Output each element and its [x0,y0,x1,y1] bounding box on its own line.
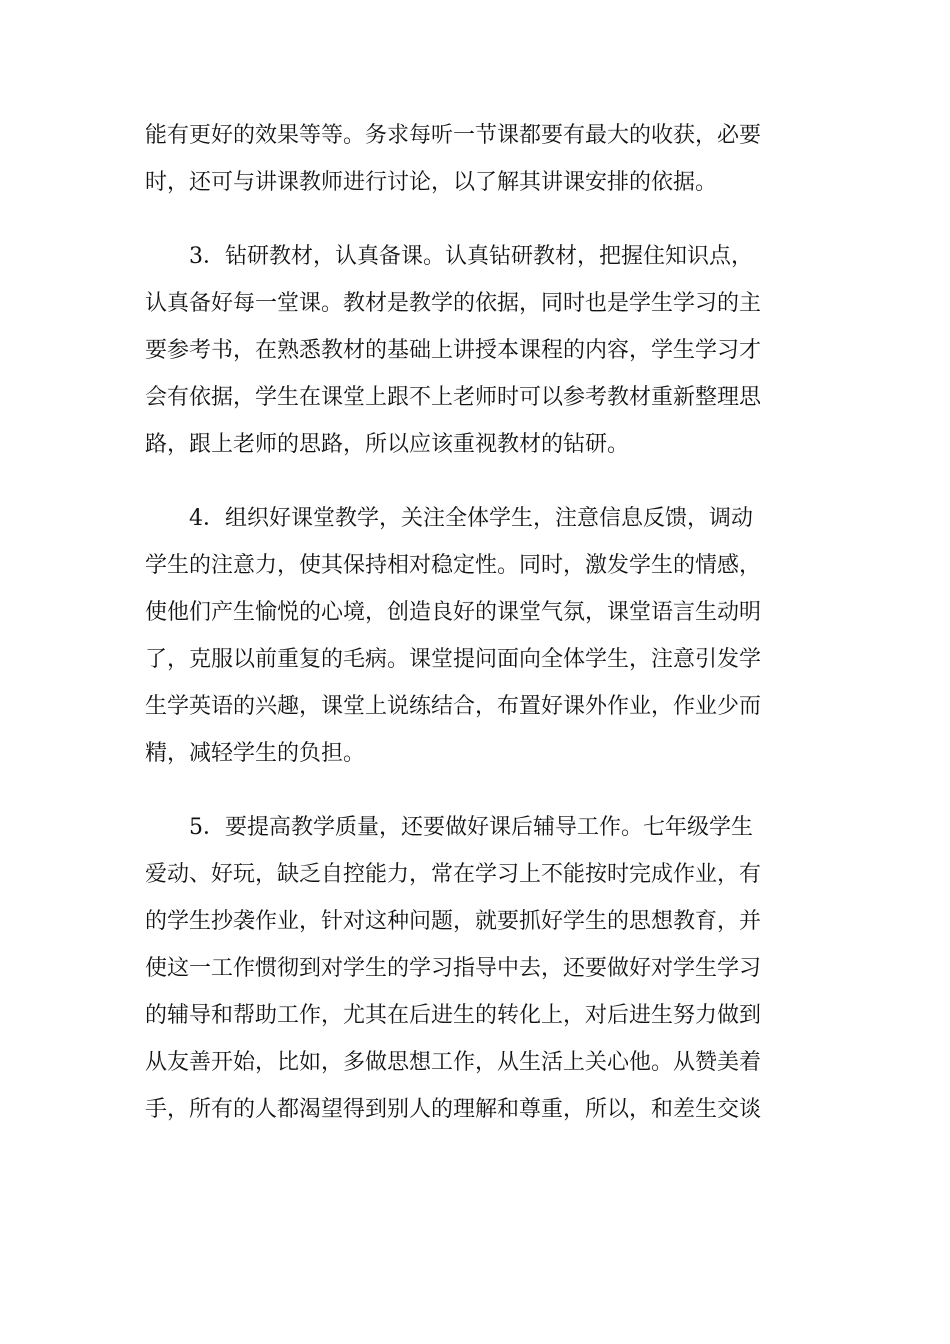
text-line: 从友善开始，比如，多做思想工作，从生活上关心他。从赞美着 [145,1050,762,1075]
text-line: 学生的注意力，使其保持相对稳定性。同时，激发学生的情感， [145,553,762,578]
text-line: 能有更好的效果等等。务求每听一节课都要有最大的收获，必要 [145,123,762,148]
text-line: 路，跟上老师的思路，所以应该重视教材的钻研。 [145,432,630,457]
paragraph-continuation [145,112,815,206]
text-line: 的学生抄袭作业，针对这种问题，就要抓好学生的思想教育，并 [145,909,762,934]
document-body [145,112,815,1133]
text-line: 使这一工作惯彻到对学生的学习指导中去，还要做好对学生学习 [145,956,762,981]
text-line: 生学英语的兴趣，课堂上说练结合，布置好课外作业，作业少而 [145,694,762,719]
text-line: 时，还可与讲课教师进行讨论，以了解其讲课安排的依据。 [145,170,718,195]
text-line: 4．组织好课堂教学，关注全体学生，注意信息反馈，调动 [189,506,753,531]
text-line: 手，所有的人都渴望得到别人的理解和尊重，所以，和差生交谈 [145,1097,762,1122]
text-line: 会有依据，学生在课堂上跟不上老师时可以参考教材重新整理思 [145,385,762,410]
text-line: 精，减轻学生的负担。 [145,741,366,766]
text-line: 5．要提高教学质量，还要做好课后辅导工作。七年级学生 [189,815,753,840]
text-line: 的辅导和帮助工作，尤其在后进生的转化上，对后进生努力做到 [145,1003,762,1028]
paragraph-item-4 [145,495,815,777]
text-line: 了，克服以前重复的毛病。课堂提问面向全体学生，注意引发学 [145,647,762,672]
text-line: 使他们产生愉悦的心境，创造良好的课堂气氛，课堂语言生动明 [145,600,762,625]
paragraph-item-5 [145,804,815,1133]
text-line: 要参考书，在熟悉教材的基础上讲授本课程的内容，学生学习才 [145,338,762,363]
text-line: 3．钻研教材，认真备课。认真钻研教材，把握住知识点， [189,244,753,269]
text-line: 认真备好每一堂课。教材是教学的依据，同时也是学生学习的主 [145,291,762,316]
paragraph-item-3 [145,233,815,468]
text-line: 爱动、好玩，缺乏自控能力，常在学习上不能按时完成作业，有 [145,862,762,887]
